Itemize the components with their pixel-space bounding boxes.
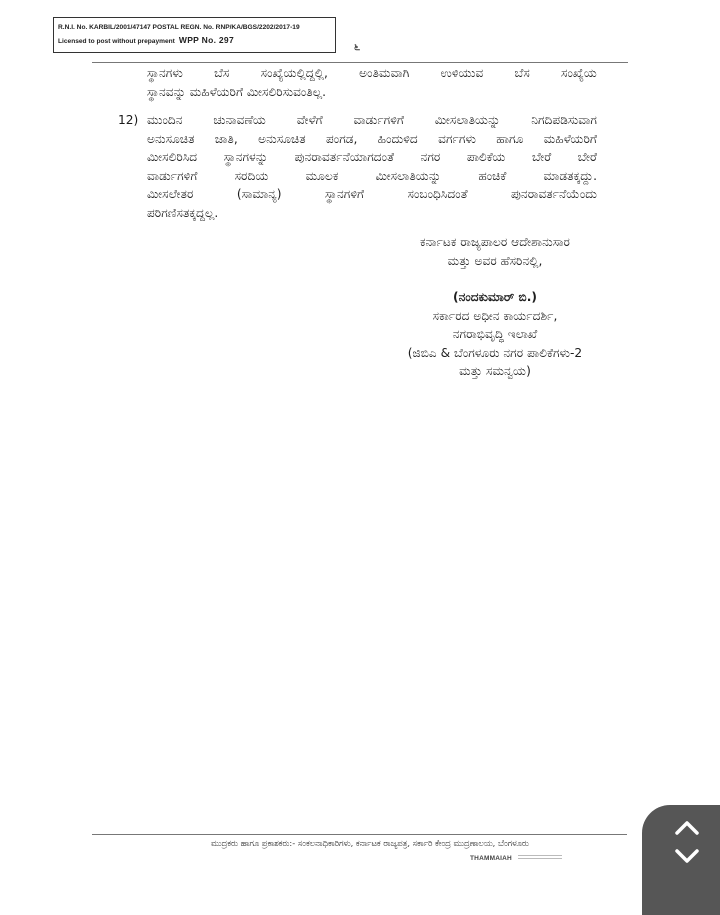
continued-paragraph	[147, 64, 597, 101]
printer-name: THAMMAIAH	[470, 855, 512, 862]
registration-box	[53, 17, 336, 53]
continued-line-2: ಸ್ಥಾನವನ್ನು ಮಹಿಳೆಯರಿಗೆ ಮೀಸಲಿರಿಸುವಂತಿಲ್ಲ.	[147, 84, 326, 99]
license-line: Licensed to post without prepayment	[58, 38, 175, 45]
chevron-down-icon[interactable]	[674, 847, 700, 865]
chevron-up-icon[interactable]	[674, 818, 700, 836]
designation-line-2: ನಗರಾಭಿವೃದ್ಧಿ ಇಲಾಖೆ	[452, 327, 538, 341]
item-12-line-5: ಮೀಸಲೇತರ (ಸಾಮಾನ್ಯ) ಸ್ಥಾನಗಳಿಗೆ ಸಂಬಂಧಿಸಿದಂತೆ ಪುನರಾವರ್ತನೆಯೆಂದು	[147, 187, 597, 201]
item-number-12: 12)	[118, 113, 139, 127]
order-line-2: ಮತ್ತು ಅವರ ಹೆಸರಿನಲ್ಲಿ,	[447, 253, 543, 268]
designation-line-3: (ಜಿಬಿಎ & ಬೆಂಗಳೂರು ನಗರ ಪಾಲಿಕೆಗಳು-2	[407, 345, 583, 360]
registration-line: R.N.I. No. KARBIL/2001/47147 POSTAL REGN. No. RNP/KA/BGS/2202/2017-19	[58, 24, 300, 31]
bottom-divider	[92, 834, 627, 835]
item-12-line-1: ಮುಂದಿನ ಚುನಾವಣೆಯ ವೇಳೆಗೆ ವಾರ್ಡುಗಳಿಗೆ ಮೀಸಲಾತಿಯನ್ನು ನಿಗದಿಪಡಿಸುವಾಗ	[147, 113, 597, 127]
item-12-line-6: ಪರಿಗಣಿಸತಕ್ಕದ್ದಲ್ಲ.	[147, 205, 219, 220]
signature-block	[330, 233, 660, 381]
item-12-paragraph	[147, 111, 597, 222]
page-scroll-control[interactable]	[642, 805, 720, 915]
wpp-number: WPP No. 297	[178, 35, 234, 45]
item-12-line-3: ಮೀಸಲಿರಿಸಿದ ಸ್ಥಾನಗಳನ್ನು ಪುನರಾವರ್ತನೆಯಾಗದಂತೆ ನಗರ ಪಾಲಿಕೆಯ ಬೇರೆ ಬೇರೆ	[147, 150, 597, 164]
page-number: ೬	[354, 40, 361, 53]
printer-fine-print	[518, 855, 562, 861]
signatory-name: (ನಂದಕುಮಾರ್ ಬಿ.)	[453, 290, 537, 304]
publisher-line: ಮುದ್ರಕರು ಹಾಗೂ ಪ್ರಕಾಶಕರು:- ಸಂಕಲನಾಧಿಕಾರಿಗಳು, ಕರ್ನಾಟಕ ರಾಜ್ಯಪತ್ರ, ಸರ್ಕಾರಿ ಕೇಂದ್ರ ಮುದ್ರಣಾಲಯ, ಬೆಂಗಳೂರು	[211, 838, 529, 848]
item-12-line-4: ವಾರ್ಡುಗಳಿಗೆ ಸರದಿಯ ಮೂಲಕ ಮೀಸಲಾತಿಯನ್ನು ಹಂಚಿಕೆ ಮಾಡತಕ್ಕದ್ದು.	[147, 168, 597, 183]
continued-line-1: ಸ್ಥಾನಗಳು ಬೆಸ ಸಂಖ್ಯೆಯಲ್ಲಿದ್ದಲ್ಲಿ, ಅಂತಿಮವಾಗಿ ಉಳಿಯುವ ಬೆಸ ಸಂಖ್ಯೆಯ	[147, 66, 597, 80]
designation-line-1: ಸರ್ಕಾರದ ಅಧೀನ ಕಾರ್ಯದರ್ಶಿ,	[432, 308, 558, 323]
order-line-1: ಕರ್ನಾಟಕ ರಾಜ್ಯಪಾಲರ ಆದೇಶಾನುಸಾರ	[420, 235, 570, 249]
item-12-line-2: ಅನುಸೂಚಿತ ಜಾತಿ, ಅನುಸೂಚಿತ ಪಂಗಡ, ಹಿಂದುಳಿದ ವರ್ಗಗಳು ಹಾಗೂ ಮಹಿಳೆಯರಿಗೆ	[147, 131, 597, 146]
designation-line-4: ಮತ್ತು ಸಮನ್ವಯ)	[459, 364, 531, 378]
top-divider	[92, 62, 628, 63]
license-line-row	[58, 34, 329, 48]
